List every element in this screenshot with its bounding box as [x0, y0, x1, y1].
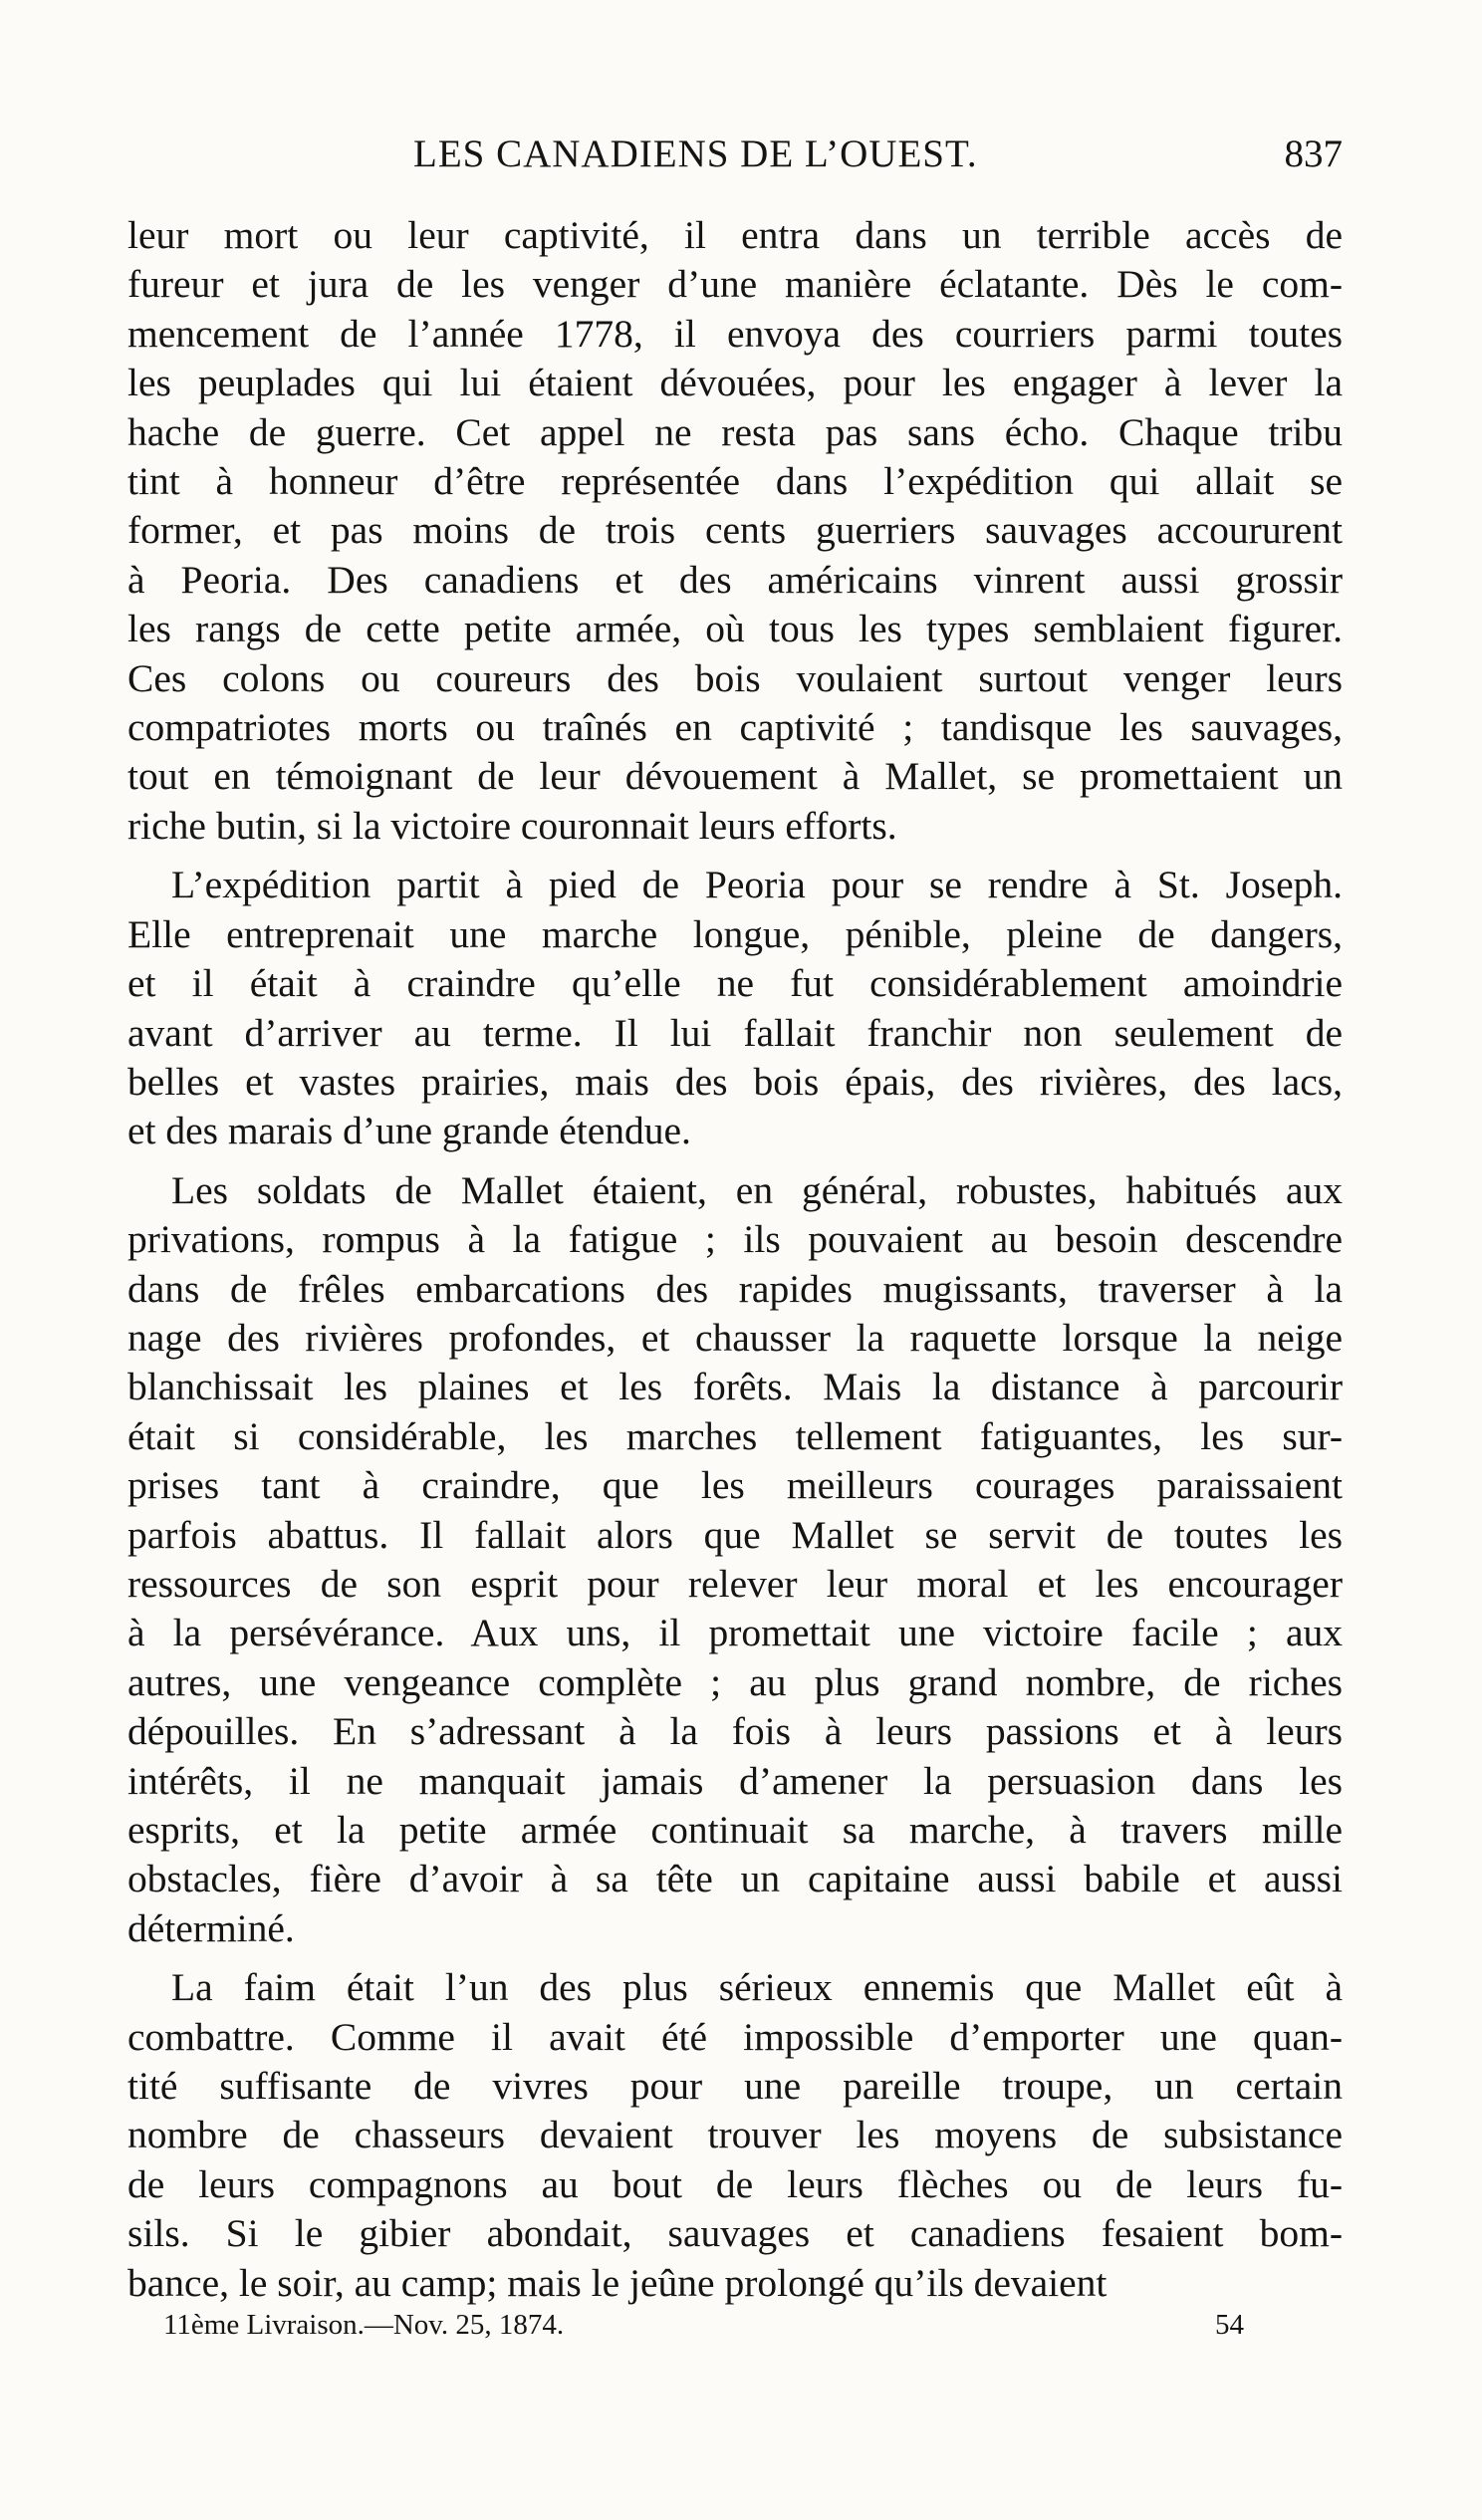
text-line: déterminé. [127, 1905, 295, 1950]
text-line: prises tant à craindre, que les meilleurs courages paraissaient [127, 1463, 1343, 1508]
text-line: belles et vastes prairies, mais des bois épais, des rivières, des lacs, [127, 1059, 1343, 1104]
text-line: obstacles, fière d’avoir à sa tête un capitaine aussi babile et aussi [127, 1857, 1343, 1901]
text-line: et il était à craindre qu’elle ne fut considérablement amoindrie [127, 961, 1343, 1006]
text-line: sils. Si le gibier abondait, sauvages et canadiens fesaient bom- [127, 2211, 1343, 2256]
text-line: tout en témoignant de leur dévouement à Mallet, se promettaient un [127, 754, 1343, 799]
text-line: compatriotes morts ou traînés en captivité ; tandisque les sauvages, [127, 705, 1343, 750]
text-line: avant d’arriver au terme. Il lui fallait franchir non seulement de [127, 1010, 1343, 1055]
text-line: L’expédition partit à pied de Peoria pour se rendre à St. Joseph. [171, 863, 1343, 907]
running-title: LES CANADIENS DE L’OUEST. [413, 132, 978, 175]
paragraph [127, 1166, 1343, 1954]
text-line: intérêts, il ne manquait jamais d’amener la persuasion dans les [127, 1758, 1343, 1803]
paragraph [127, 211, 1343, 851]
text-line: de leurs compagnons au bout de leurs flèches ou de leurs fu- [127, 2161, 1343, 2206]
page-header [0, 131, 1482, 191]
text-line: ressources de son esprit pour relever leur moral et les encourager [127, 1561, 1343, 1606]
text-line: hache de guerre. Cet appel ne resta pas sans écho. Chaque tribu [127, 409, 1343, 454]
paragraph [127, 861, 1343, 1155]
text-line: fureur et jura de les venger d’une manière éclatante. Dès le com- [127, 262, 1343, 307]
text-line: nombre de chasseurs devaient trouver les moyens de subsistance [127, 2113, 1343, 2157]
text-line: dans de frêles embarcations des rapides mugissants, traverser à la [127, 1266, 1343, 1311]
text-line: tint à honneur d’être représentée dans l’expédition qui allait se [127, 459, 1343, 504]
text-line: et des marais d’une grande étendue. [127, 1109, 691, 1153]
text-line: Ces colons ou coureurs des bois voulaient surtout venger leurs [127, 655, 1343, 700]
text-line: La faim était l’un des plus sérieux ennemis que Mallet eût à [171, 1965, 1343, 2010]
text-line: les peuplades qui lui étaient dévouées, pour les engager à lever la [127, 361, 1343, 405]
signature-mark: 54 [1215, 2309, 1244, 2341]
text-line: leur mort ou leur captivité, il entra dans un terrible accès de [127, 213, 1343, 257]
text-line: bance, le soir, au camp; mais le jeûne prolongé qu’ils devaient [127, 2260, 1108, 2305]
text-line: parfois abattus. Il fallait alors que Mallet se servit de toutes les [127, 1512, 1343, 1557]
text-line: privations, rompus à la fatigue ; ils pouvaient au besoin descendre [127, 1217, 1343, 1262]
text-line: autres, une vengeance complète ; au plus grand nombre, de riches [127, 1659, 1343, 1704]
text-line: à Peoria. Des canadiens et des américains vinrent aussi grossir [127, 557, 1343, 602]
text-line: Les soldats de Mallet étaient, en général, robustes, habitués aux [171, 1167, 1343, 1212]
paragraph [127, 1963, 1343, 2308]
text-line: combattre. Comme il avait été impossible d’emporter une quan- [127, 2014, 1343, 2059]
text-line: riche butin, si la victoire couronnait leurs efforts. [127, 803, 897, 848]
text-line: était si considérable, les marches tellement fatiguantes, les sur- [127, 1413, 1343, 1458]
livraison-note: 11ème Livraison.—Nov. 25, 1874. [163, 2309, 565, 2341]
text-line: nage des rivières profondes, et chausser la raquette lorsque la neige [127, 1315, 1343, 1360]
text-line: à la persévérance. Aux uns, il promettait une victoire facile ; aux [127, 1611, 1343, 1655]
text-line: les rangs de cette petite armée, où tous les types semblaient figurer. [127, 607, 1343, 651]
text-line: mencement de l’année 1778, il envoya des courriers parmi toutes [127, 311, 1343, 356]
text-line: Elle entreprenait une marche longue, pénible, pleine de dangers, [127, 911, 1343, 956]
page-number: 837 [1284, 132, 1343, 175]
text-line: blanchissait les plaines et les forêts. Mais la distance à parcourir [127, 1365, 1343, 1409]
text-line: tité suffisante de vivres pour une pareille troupe, un certain [127, 2064, 1343, 2109]
body-text [127, 211, 1343, 2318]
page-footer [0, 2309, 1482, 2353]
text-line: dépouilles. En s’adressant à la fois à leurs passions et à leurs [127, 1709, 1343, 1754]
text-line: esprits, et la petite armée continuait sa marche, à travers mille [127, 1808, 1343, 1852]
text-line: former, et pas moins de trois cents guerriers sauvages accoururent [127, 508, 1343, 553]
